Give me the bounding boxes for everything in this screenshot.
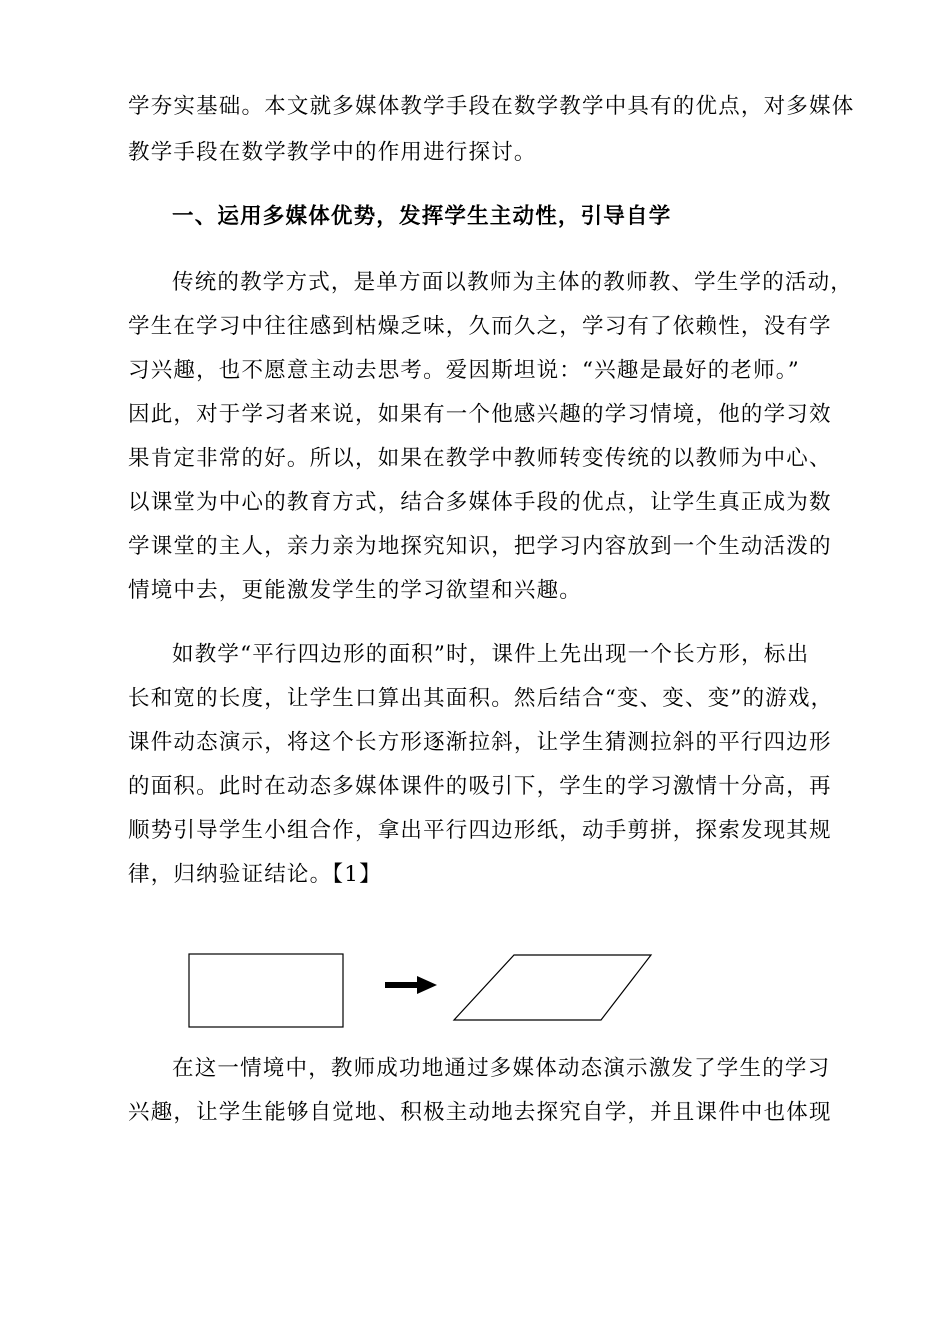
paragraph1-line-8: 情境中去，更能激发学生的学习欲望和兴趣。	[128, 578, 583, 603]
paragraph1-line-5: 果肯定非常的好。所以，如果在教学中教师转变传统的以教师为中心、	[128, 446, 832, 471]
rectangle-shape	[189, 954, 343, 1027]
paragraph2-line-3: 课件动态演示，将这个长方形逐渐拉斜，让学生猜测拉斜的平行四边形	[128, 730, 832, 755]
section-heading: 一、运用多媒体优势，发挥学生主动性，引导自学	[172, 204, 672, 229]
paragraph2-line-1: 如教学“平行四边形的面积”时，课件上先出现一个长方形，标出	[172, 642, 810, 667]
paragraph3-line-2: 兴趣，让学生能够自觉地、积极主动地去探究自学，并且课件中也体现	[128, 1100, 832, 1125]
right-arrow-icon	[385, 976, 437, 994]
paragraph1-line-6: 以课堂为中心的教育方式，结合多媒体手段的优点，让学生真正成为数	[128, 490, 832, 515]
parallelogram-shape	[454, 955, 651, 1020]
paragraph1-line-2: 学生在学习中往往感到枯燥乏味，久而久之，学习有了依赖性，没有学	[128, 314, 832, 339]
intro-line-1: 学夯实基础。本文就多媒体教学手段在数学教学中具有的优点，对多媒体	[128, 94, 855, 119]
paragraph2-line-5: 顺势引导学生小组合作，拿出平行四边形纸，动手剪拼，探索发现其规	[128, 818, 832, 843]
paragraph1-line-4: 因此，对于学习者来说，如果有一个他感兴趣的学习情境，他的学习效	[128, 402, 832, 427]
paragraph2-line-2: 长和宽的长度，让学生口算出其面积。然后结合“变、变、变”的游戏，	[128, 686, 834, 711]
paragraph2-line-6: 律，归纳验证结论。【1】	[128, 862, 382, 887]
paragraph1-line-3: 习兴趣，也不愿意主动去思考。爱因斯坦说：“兴趣是最好的老师。”	[128, 358, 800, 383]
rectangle-to-parallelogram-figure	[180, 945, 670, 1040]
paragraph1-line-1: 传统的教学方式，是单方面以教师为主体的教师教、学生学的活动，	[172, 270, 854, 295]
intro-line-2: 教学手段在数学教学中的作用进行探讨。	[128, 140, 537, 165]
paragraph2-line-4: 的面积。此时在动态多媒体课件的吸引下，学生的学习激情十分高，再	[128, 774, 832, 799]
paragraph3-line-1: 在这一情境中，教师成功地通过多媒体动态演示激发了学生的学习	[172, 1056, 831, 1081]
paragraph1-line-7: 学课堂的主人，亲力亲为地探究知识，把学习内容放到一个生动活泼的	[128, 534, 832, 559]
